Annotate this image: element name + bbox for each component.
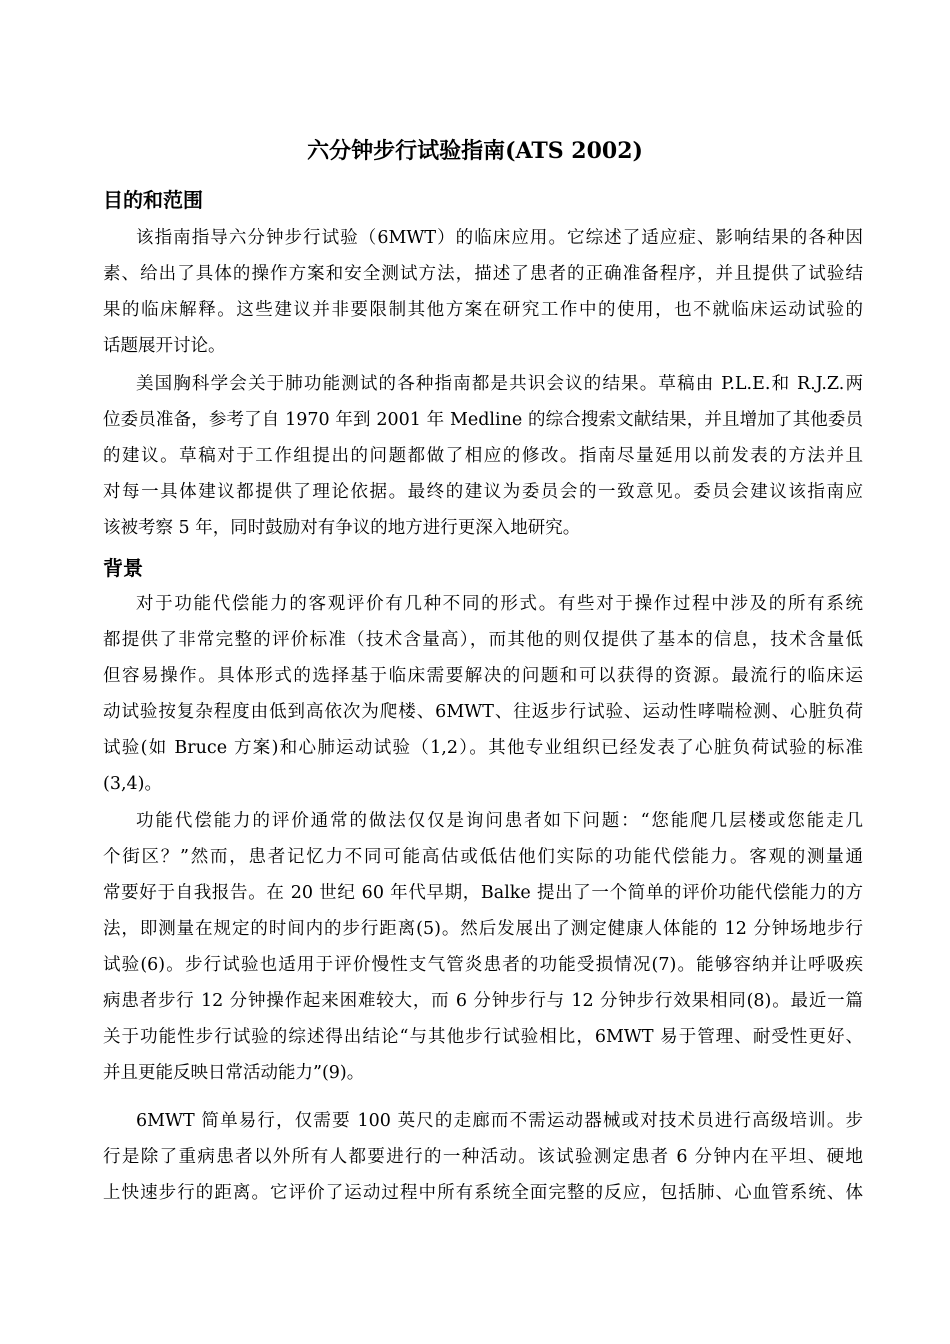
text-line: 常要好于自我报告。在 20 世纪 60 年代早期，Balke 提出了一个简单的评价功能代偿能力的方 — [103, 883, 863, 903]
text-line: 对于功能代偿能力的客观评价有几种不同的形式。有些对于操作过程中涉及的所有系统 — [136, 594, 863, 614]
text-line: (3,4)。 — [103, 774, 162, 794]
text-line: 上快速步行的距离。它评价了运动过程中所有系统全面完整的反应，包括肺、心血管系统、体 — [103, 1183, 863, 1203]
text-line: 6MWT 简单易行，仅需要 100 英尺的走廊而不需运动器械或对技术员进行高级培训。步 — [136, 1111, 863, 1131]
text-line: 果的临床解释。这些建议并非要限制其他方案在研究工作中的使用，也不就临床运动试验的 — [103, 300, 863, 320]
text-line: 该指南指导六分钟步行试验（6MWT）的临床应用。它综述了适应症、影响结果的各种因 — [136, 228, 863, 248]
text-line: 动试验按复杂程度由低到高依次为爬楼、6MWT、往返步行试验、运动性哮喘检测、心脏负荷 — [103, 702, 863, 722]
section-heading-purpose-scope: 目的和范围 — [103, 188, 203, 212]
text-line: 试验(如 Bruce 方案)和心肺运动试验（1,2）。其他专业组织已经发表了心脏负荷试验的标准 — [103, 738, 863, 758]
paragraph — [103, 220, 863, 364]
text-line: 位委员准备，参考了自 1970 年到 2001 年 Medline 的综合搜索文献结果，并且增加了其他委员 — [103, 410, 863, 430]
text-line: 美国胸科学会关于肺功能测试的各种指南都是共识会议的结果。草稿由 P.L.E.和 R.J.Z.两 — [136, 374, 863, 394]
text-line: 个街区？”然而，患者记忆力不同可能高估或低估他们实际的功能代偿能力。客观的测量通 — [103, 847, 863, 867]
text-line: 法，即测量在规定的时间内的步行距离(5)。然后发展出了测定健康人体能的 12 分钟场地步行 — [103, 919, 863, 939]
paragraph — [103, 366, 863, 546]
text-line: 对每一具体建议都提供了理论依据。最终的建议为委员会的一致意见。委员会建议该指南应 — [103, 482, 863, 502]
text-line: 素、给出了具体的操作方案和安全测试方法，描述了患者的正确准备程序，并且提供了试验结 — [103, 264, 863, 284]
document-title: 六分钟步行试验指南(ATS 2002) — [307, 138, 643, 164]
text-line: 病患者步行 12 分钟操作起来困难较大，而 6 分钟步行与 12 分钟步行效果相同(8)。最近一篇 — [103, 991, 863, 1011]
paragraph — [103, 586, 863, 802]
text-line: 关于功能性步行试验的综述得出结论“与其他步行试验相比，6MWT 易于管理、耐受性更好、 — [103, 1027, 863, 1047]
text-line: 行是除了重病患者以外所有人都要进行的一种活动。该试验测定患者 6 分钟内在平坦、硬地 — [103, 1147, 863, 1167]
text-line: 功能代偿能力的评价通常的做法仅仅是询问患者如下问题：“您能爬几层楼或您能走几 — [136, 811, 863, 831]
text-line: 但容易操作。具体形式的选择基于临床需要解决的问题和可以获得的资源。最流行的临床运 — [103, 666, 863, 686]
text-line: 话题展开讨论。 — [103, 336, 226, 356]
text-line: 该被考察 5 年，同时鼓励对有争议的地方进行更深入地研究。 — [103, 518, 581, 538]
text-line: 的建议。草稿对于工作组提出的问题都做了相应的修改。指南尽量延用以前发表的方法并且 — [103, 446, 863, 466]
paragraph — [103, 803, 863, 1091]
paragraph — [103, 1103, 863, 1211]
text-line: 并且更能反映日常活动能力”(9)。 — [103, 1063, 365, 1083]
section-heading-background: 背景 — [103, 556, 143, 580]
text-line: 试验(6)。步行试验也适用于评价慢性支气管炎患者的功能受损情况(7)。能够容纳并让呼吸疾 — [103, 955, 863, 975]
text-line: 都提供了非常完整的评价标准（技术含量高），而其他的则仅提供了基本的信息，技术含量低 — [103, 630, 863, 650]
